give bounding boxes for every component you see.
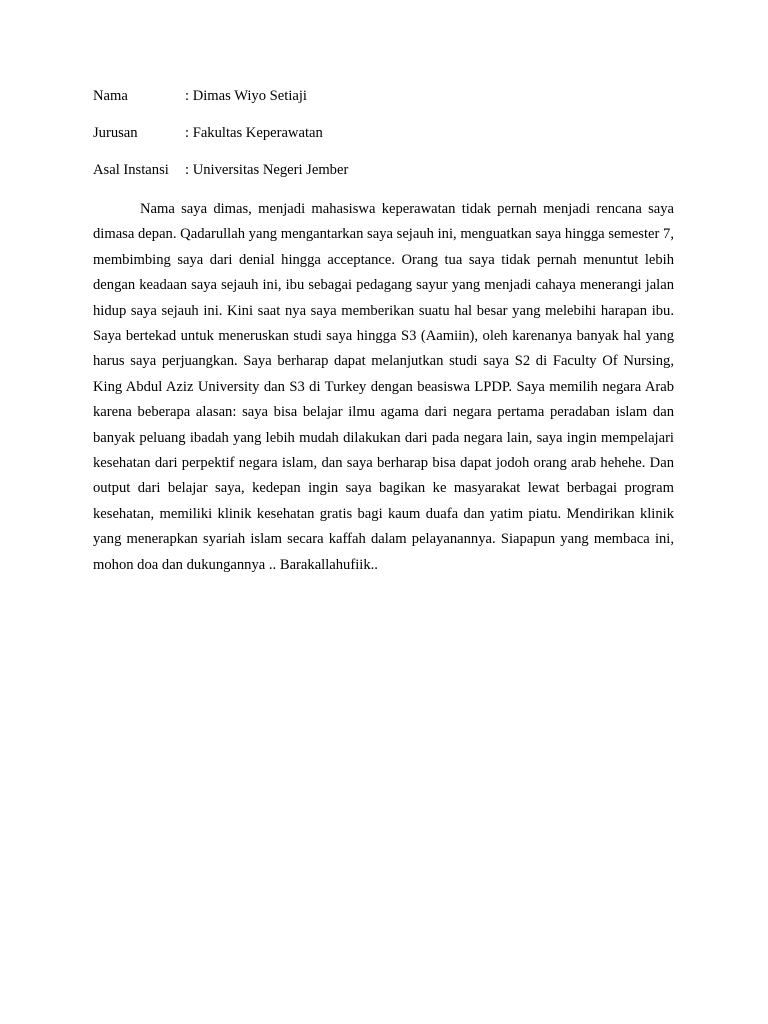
field-row-nama [93, 86, 674, 106]
field-value-nama: : Dimas Wiyo Setiaji [185, 88, 307, 104]
field-value-jurusan: : Fakultas Keperawatan [185, 125, 323, 141]
field-row-asal-instansi [93, 160, 674, 180]
field-value-asal-instansi: : Universitas Negeri Jember [185, 162, 349, 178]
document-page [93, 86, 674, 578]
field-label-nama: Nama [93, 88, 128, 104]
body-paragraph: Nama saya dimas, menjadi mahasiswa keperawatan tidak pernah menjadi rencana saya dimasa depan. Qadarullah yang mengantarkan saya sejauh ini, menguatkan saya hingga semester 7, membimbing saya dari denial hingga acceptance. Orang tua saya tidak pernah menuntut lebih dengan keadaan saya sejauh ini, ibu sebagai pedagang sayur yang menjadi cahaya menerangi jalan hidup saya sejauh ini. Kini saat nya saya memberikan suatu hal besar yang melebihi harapan ibu. Saya bertekad untuk meneruskan studi saya hingga S3 (Aamiin), oleh karenanya banyak hal yang harus saya perjuangkan. Saya berharap dapat melanjutkan studi saya S2 di Faculty Of Nursing, King Abdul Aziz University dan S3 di Turkey dengan beasiswa LPDP. Saya memilih negara Arab karena beberapa alasan: saya bisa belajar ilmu agama dari negara pertama peradaban islam dan banyak peluang ibadah yang lebih mudah dilakukan dari pada negara lain, saya ingin mempelajari kesehatan dari perpektif negara islam, dan saya berharap bisa dapat jodoh orang arab hehehe. Dan output dari belajar saya, kedepan ingin saya bagikan ke masyarakat lewat berbagai program kesehatan, memiliki klinik kesehatan gratis bagi kaum duafa dan yatim piatu. Mendirikan klinik yang menerapkan syariah islam secara kaffah dalam pelayanannya. Siapapun yang membaca ini, mohon doa dan dukungannya .. Barakallahufiik.. [93, 201, 674, 573]
field-label-asal-instansi: Asal Instansi [93, 162, 169, 178]
field-row-jurusan [93, 123, 674, 143]
field-label-jurusan: Jurusan [93, 125, 138, 141]
